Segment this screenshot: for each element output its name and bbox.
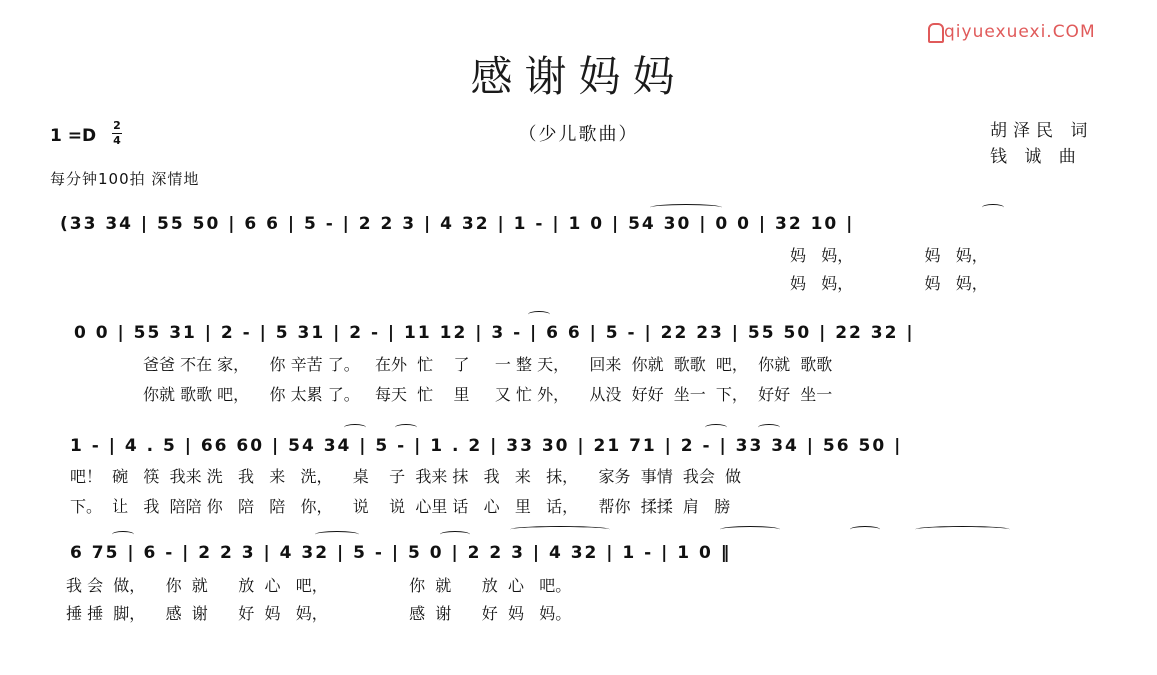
watermark-logo-icon xyxy=(928,23,944,43)
notation-line-4: 6 75 | 6 - | 2 2 3 | 4 32 | 5 - | 5 0 | 2 2 3 | 4 32 | 1 - | 1 0 ‖ xyxy=(70,543,732,563)
slur xyxy=(112,531,134,538)
lyrics-line-3-verse-1: 吧！ 碗 筷 我来 洗 我 来 洗， 桌 子 我来 抹 我 来 抹， 家务 事情 我会 做 xyxy=(70,467,742,486)
notation-line-3: 1 - | 4 . 5 | 66 60 | 54 34 | 5 - | 1 . 2 | 33 30 | 21 71 | 2 - | 33 34 | 56 50 | xyxy=(70,436,903,456)
slur xyxy=(510,526,610,533)
notation-line-1: (33 34 | 55 50 | 6 6 | 5 - | 2 2 3 | 4 32 | 1 - | 1 0 | 54 30 | 0 0 | 32 10 | xyxy=(60,214,855,234)
song-subtitle: （少儿歌曲） xyxy=(518,124,639,145)
tempo-marking: 每分钟100拍 深情地 xyxy=(50,170,200,188)
slur xyxy=(915,526,1010,533)
key-signature: 1 =D xyxy=(50,126,97,146)
song-title: 感谢妈妈 xyxy=(470,52,687,101)
slur xyxy=(650,204,722,211)
lyrics-line-4-verse-2: 捶 捶 脚， 感 谢 好 妈 妈， 感 谢 好 妈 妈。 xyxy=(66,604,572,623)
time-signature-top: 2 xyxy=(113,119,121,132)
slur xyxy=(395,424,417,431)
slur xyxy=(982,204,1004,211)
slur xyxy=(440,531,470,538)
lyrics-line-1-verse-1: 妈 妈， 妈 妈， xyxy=(790,246,988,265)
slur xyxy=(344,424,366,431)
time-signature-bottom: 4 xyxy=(113,134,121,147)
slur xyxy=(758,424,780,431)
watermark-text: qiyuexuexi.COM xyxy=(944,22,1096,42)
slur xyxy=(315,531,359,538)
lyrics-line-3-verse-2: 下。 让 我 陪陪 你 陪 陪 你， 说 说 心里 话 心 里 话， 帮你 揉揉 肩 膀 xyxy=(70,497,731,516)
slur xyxy=(850,526,880,533)
lyrics-line-2-verse-2: 你就 歌歌 吧， 你 太累 了。 每天 忙 里 又 忙 外， 从没 好好 坐一 下， 好好 坐一 xyxy=(143,385,833,404)
lyrics-line-4-verse-1: 我 会 做， 你 就 放 心 吧， 你 就 放 心 吧。 xyxy=(66,576,572,595)
lyrics-line-2-verse-1: 爸爸 不在 家， 你 辛苦 了。 在外 忙 了 一 整 天， 回来 你就 歌歌 吧， 你就 歌歌 xyxy=(143,355,833,374)
time-signature xyxy=(110,120,124,147)
lyricist-credit: 胡泽民 词 xyxy=(990,121,1094,141)
composer-credit: 钱 诚 曲 xyxy=(990,147,1082,167)
slur xyxy=(705,424,727,431)
slur xyxy=(528,311,550,318)
lyrics-line-1-verse-2: 妈 妈， 妈 妈， xyxy=(790,274,988,293)
slur xyxy=(720,526,780,533)
notation-line-2: 0 0 | 55 31 | 2 - | 5 31 | 2 - | 11 12 | 3 - | 6 6 | 5 - | 22 23 | 55 50 | 22 32 | xyxy=(74,323,915,343)
